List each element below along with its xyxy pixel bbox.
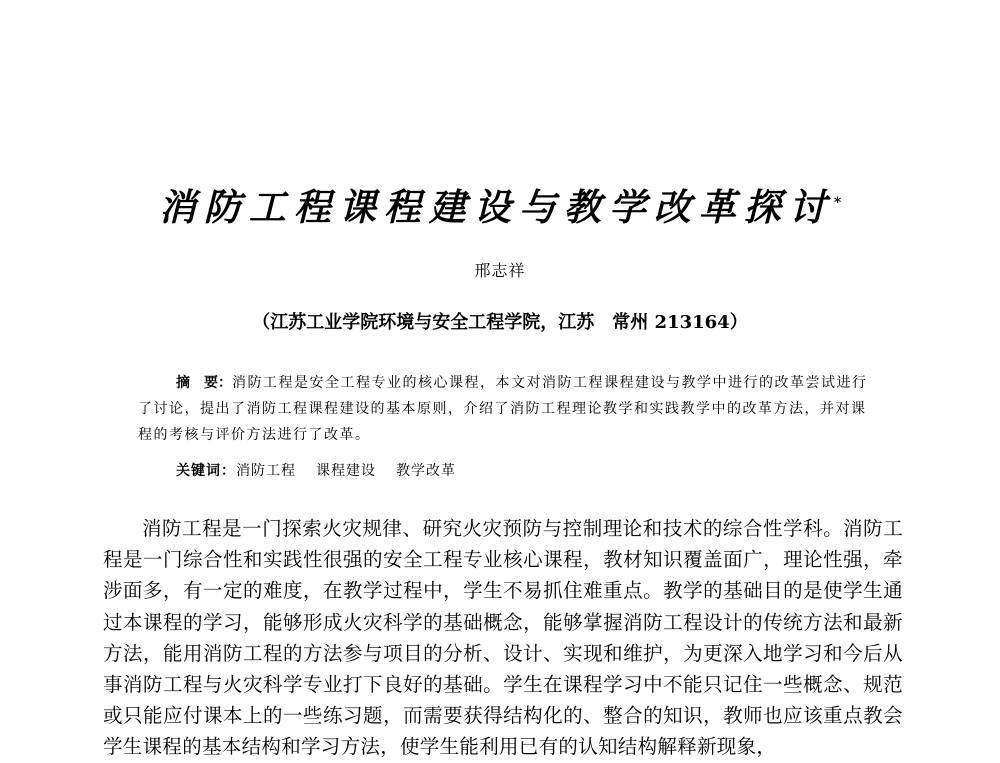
keyword-item: 课程建设: [316, 463, 376, 479]
author-name: 邢志祥: [474, 261, 526, 280]
abstract-text: 消防工程是安全工程专业的核心课程，本文对消防工程课程建设与教学中进行的改革尝试进行了讨论，提出了消防工程课程建设的基本原则，介绍了消防工程理论教学和实践教学中的改革方法，并对课程的考核与评价方法进行了改革。: [138, 375, 868, 443]
author-affiliation: （江苏工业学院环境与安全工程学院，江苏 常州 213164）: [252, 312, 748, 333]
keyword-item: 教学改革: [396, 463, 456, 479]
abstract-label: 摘 要：: [176, 375, 232, 391]
keyword-item: 消防工程: [236, 463, 296, 479]
keywords: [176, 458, 476, 484]
abstract: [138, 370, 878, 448]
keywords-label: 关键词：: [176, 463, 236, 479]
title-footnote-mark: *: [833, 195, 842, 211]
paper-title: [0, 182, 1000, 232]
body-paragraph: 消防工程是一门探索火灾规律、研究火灾预防与控制理论和技术的综合性学科。消防工程是一门综合性和实践性很强的安全工程专业核心课程，教材知识覆盖面广，理论性强，牵涉面多，有一定的难度，在教学过程中，学生不易抓住难重点。教学的基础目的是使学生通过本课程的学习，能够形成火灾科学的基础概念，能够掌握消防工程设计的传统方法和最新方法，能用消防工程的方法参与项目的分析、设计、实现和维护，为更深入地学习和今后从事消防工程与火灾科学专业打下良好的基础。学生在课程学习中不能只记住一些概念、规范或只能应付课本上的一些练习题，而需要获得结构化的、整合的知识，教师也应该重点教会学生课程的基本结构和学习方法，使学生能利用已有的认知结构解释新现象，: [103, 517, 903, 759]
paper-title-text: 消防工程课程建设与教学改革探讨: [158, 185, 834, 229]
